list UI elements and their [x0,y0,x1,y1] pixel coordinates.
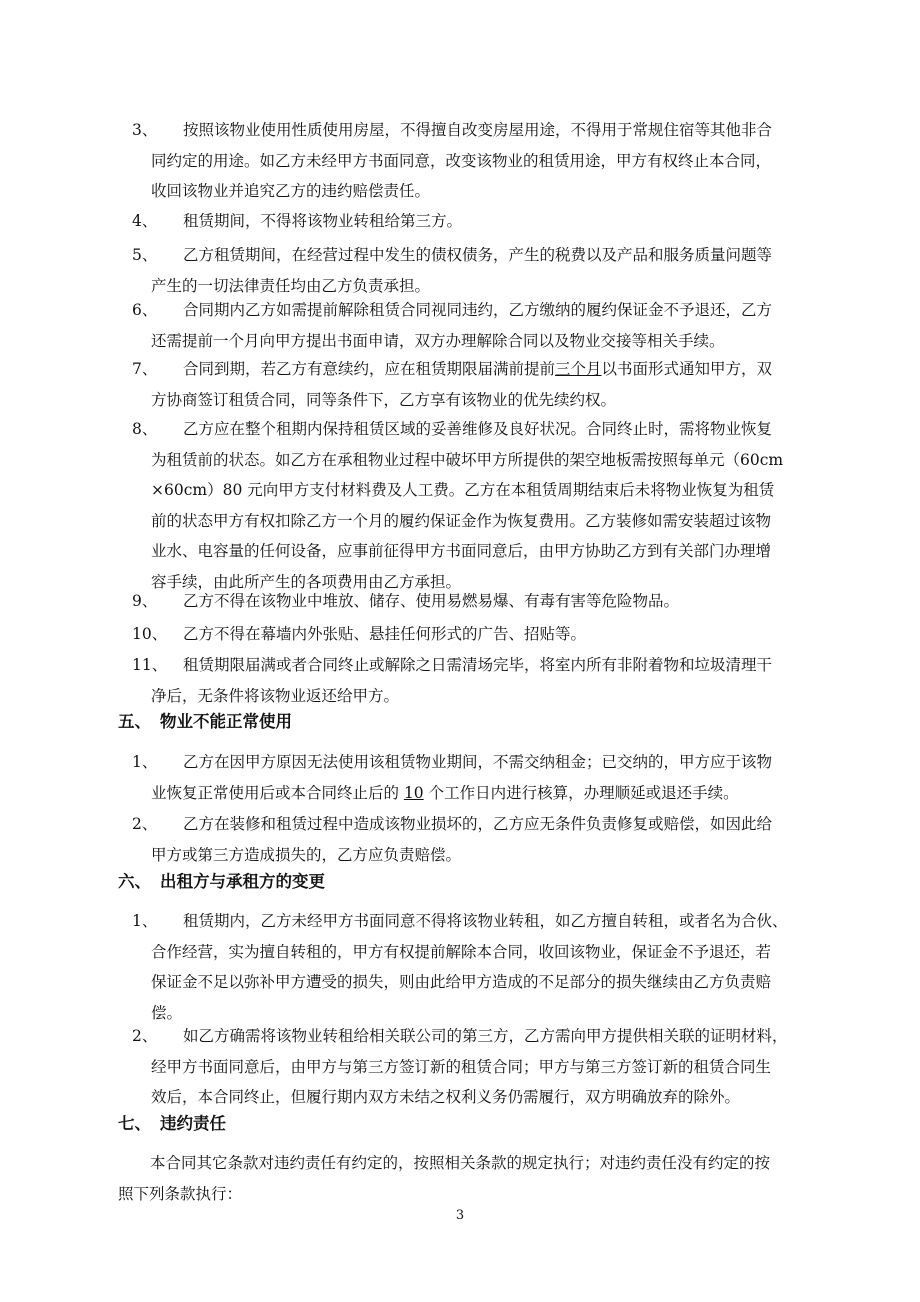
clause-number: 9、 [132,592,158,610]
clause-number: 1、 [132,753,158,771]
section-5-heading [118,708,292,736]
clause-text-part: 业恢复正常使用后或本合同终止后的 [151,783,404,802]
clause-text: 经甲方书面同意后，由甲方与第三方签订新的租赁合同；甲方与第三方签订新的租赁合同生 [151,1057,772,1076]
clause-text: 租赁期间，不得将该物业转租给第三方。 [183,212,463,230]
s6-clause-1 [132,906,806,1028]
clause-text: 还需提前一个月向甲方提出书面申请，双方办理解除合同以及物业交接等相关手续。 [151,331,725,350]
clause-number: 7、 [132,360,158,378]
underlined-term: 三个月 [555,360,602,378]
clause-number: 5、 [132,246,158,264]
clause-number: 1、 [132,912,158,930]
section-title: 违约责任 [160,1114,226,1133]
clause-number: 2、 [132,815,158,833]
clause-text: 净后，无条件将该物业返还给甲方。 [151,686,400,705]
clause-text: 方协商签订租赁合同，同等条件下，乙方享有该物业的优先续约权。 [151,390,617,409]
clause-4 [132,206,806,237]
section-7-heading [118,1110,226,1138]
clause-text: 产生的一切法律责任均由乙方负责承担。 [151,276,431,295]
clause-text: 租赁期内，乙方未经甲方书面同意不得将该物业转租，如乙方擅自转租，或者名为合伙、 [183,912,788,930]
clause-7 [132,354,806,415]
section-number: 五、 [118,712,151,731]
clause-number: 2、 [132,1027,158,1045]
clause-text: 合作经营，实为擅自转租的，甲方有权提前解除本合同，收回该物业，保证金不予退还，若 [151,942,772,961]
clause-11 [132,650,806,711]
clause-6 [132,295,806,356]
clause-text-part: 合同到期，若乙方有意续约，应在租赁期限届满前提前 [183,360,556,378]
page-number: 3 [455,1208,465,1223]
clause-text-part: 个工作日内进行核算，办理顺延或退还手续。 [423,783,739,802]
section-title: 物业不能正常使用 [160,712,292,731]
clause-text: 甲方或第三方造成损失的，乙方应负责赔偿。 [151,845,462,864]
clause-text: 保证金不足以弥补甲方遭受的损失，则由此给甲方造成的不足部分的损失继续由乙方负责赔 [151,973,772,991]
clause-text: ×60cm）80 元向甲方支付材料费及人工费。乙方在本租赁周期结束后未将物业恢复为租赁 [151,481,775,499]
clause-text: 乙方在装修和租赁过程中造成该物业损坏的，乙方应无条件负责修复或赔偿，如因此给 [183,815,773,833]
s6-clause-2 [132,1021,806,1113]
clause-text: 乙方在因甲方原因无法使用该租赁物业期间，不需交纳租金；已交纳的，甲方应于该物 [183,753,773,771]
clause-text: 如乙方确需将该物业转租给相关联公司的第三方，乙方需向甲方提供相关联的证明材料， [183,1027,788,1045]
clause-text: 业水、电容量的任何设备，应事前征得甲方书面同意后，由甲方协助乙方到有关部门办理增 [151,542,772,560]
s5-clause-2 [132,809,806,870]
clause-text: 乙方不得在该物业中堆放、储存、使用易燃易爆、有毒有害等危险物品。 [183,592,680,610]
underlined-term: 10 [403,783,424,802]
clause-text-part: 以书面形式通知甲方，双 [601,360,773,378]
clause-text: 乙方不得在幕墙内外张贴、悬挂任何形式的广告、招贴等。 [183,625,587,643]
clause-number: 3、 [132,121,158,139]
clause-text: 乙方应在整个租期内保持租赁区域的妥善维修及良好状况。合同终止时，需将物业恢复 [183,420,773,438]
clause-number: 10、 [132,625,168,643]
clause-9 [132,586,806,617]
clause-number: 4、 [132,212,158,230]
clause-text: 租赁期限届满或者合同终止或解除之日需清场完毕，将室内所有非附着物和垃圾清理干 [183,656,773,674]
clause-text [183,354,806,385]
section-6-heading [118,868,325,896]
clause-10 [132,619,806,650]
clause-text: 按照该物业使用性质使用房屋，不得擅自改变房屋用途，不得用于常规住宿等其他非合 [183,121,773,139]
paragraph-text: 本合同其它条款对违约责任有约定的，按照相关条款的规定执行；对违约责任没有约定的按 [150,1154,771,1172]
clause-text: 容手续，由此所产生的各项费用由乙方承担。 [151,572,462,591]
clause-3 [132,115,806,207]
section-title: 出租方与承租方的变更 [160,872,325,891]
paragraph-text: 照下列条款执行： [118,1184,243,1203]
clause-number: 8、 [132,420,158,438]
clause-text: 乙方租赁期间，在经营过程中发生的债权债务，产生的税费以及产品和服务质量问题等 [183,246,773,264]
s5-clause-1 [132,747,806,808]
clause-text: 为租赁前的状态。如乙方在承租物业过程中破坏甲方所提供的架空地板需按照每单元（60cm [151,450,784,469]
clause-text [151,778,806,809]
clause-5 [132,240,806,301]
section-number: 六、 [118,872,151,891]
section-number: 七、 [118,1114,151,1133]
clause-8 [132,414,806,597]
clause-text: 同约定的用途。如乙方未经甲方书面同意，改变该物业的租赁用途，甲方有权终止本合同， [151,151,772,170]
clause-number: 11、 [132,656,168,674]
clause-text: 前的状态甲方有权扣除乙方一个月的履约保证金作为恢复费用。乙方装修如需安装超过该物 [151,511,772,530]
clause-text: 偿。 [151,1003,183,1022]
section-7-paragraph [118,1148,808,1209]
clause-number: 6、 [132,301,158,319]
clause-text: 合同期内乙方如需提前解除租赁合同视同违约，乙方缴纳的履约保证金不予退还，乙方 [183,301,773,319]
clause-text: 收回该物业并追究乙方的违约赔偿责任。 [151,182,431,200]
clause-text: 效后，本合同终止，但履行期内双方未结之权利义务仍需履行，双方明确放弃的除外。 [151,1088,741,1106]
